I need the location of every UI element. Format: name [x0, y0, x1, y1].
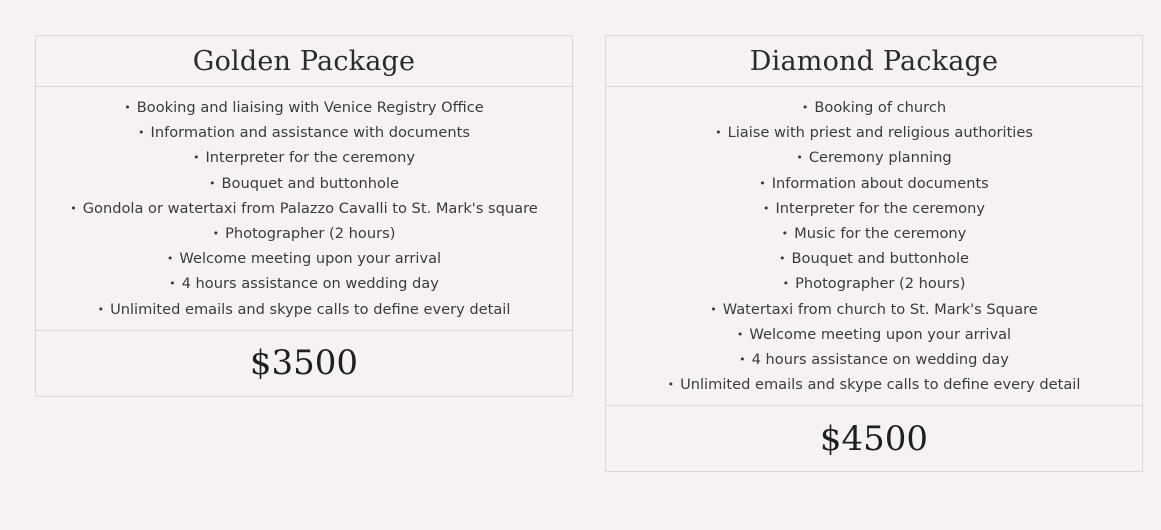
feature-text: Information and assistance with documents — [150, 124, 470, 142]
feature-item — [36, 246, 572, 271]
feature-item — [36, 196, 572, 221]
bullet-icon: • — [70, 201, 77, 215]
feature-text: Bouquet and buttonhole — [791, 250, 969, 268]
bullet-icon: • — [715, 126, 722, 140]
diamond-package-header — [606, 36, 1142, 87]
feature-text: Interpreter for the ceremony — [775, 199, 985, 217]
bullet-icon: • — [710, 302, 717, 316]
feature-text: Photographer (2 hours) — [225, 224, 396, 242]
feature-item — [606, 95, 1142, 120]
feature-text: Ceremony planning — [808, 149, 952, 167]
feature-text: Gondola or watertaxi from Palazzo Cavalli to St. Mark's square — [82, 199, 538, 217]
diamond-package-title: Diamond Package — [749, 45, 999, 77]
feature-text: Welcome meeting upon your arrival — [179, 250, 442, 268]
feature-text: Unlimited emails and skype calls to define every detail — [680, 376, 1081, 394]
golden-package-price: $3500 — [249, 343, 359, 384]
diamond-package-price: $4500 — [819, 418, 929, 459]
feature-item — [606, 271, 1142, 296]
feature-item — [606, 246, 1142, 271]
bullet-icon: • — [763, 201, 770, 215]
bullet-icon: • — [739, 352, 746, 366]
feature-text: Interpreter for the ceremony — [205, 149, 415, 167]
feature-text: Photographer (2 hours) — [795, 275, 966, 293]
bullet-icon: • — [781, 226, 789, 240]
feature-item — [36, 145, 572, 170]
bullet-icon: • — [166, 252, 174, 266]
bullet-icon: • — [193, 151, 200, 165]
feature-item — [36, 221, 572, 246]
feature-text: Booking of church — [814, 99, 947, 116]
feature-text: Watertaxi from church to St. Mark's Square — [722, 300, 1038, 318]
bullet-icon: • — [667, 378, 675, 392]
feature-item — [606, 322, 1142, 347]
bullet-icon: • — [801, 101, 809, 114]
bullet-icon: • — [736, 327, 744, 341]
feature-item — [606, 120, 1142, 145]
bullet-icon: • — [212, 226, 220, 240]
golden-package-features — [36, 87, 572, 330]
diamond-package-card — [605, 35, 1143, 472]
diamond-package-price-row — [606, 405, 1142, 471]
feature-text: Booking and liaising with Venice Registry Office — [136, 99, 484, 116]
feature-item — [606, 221, 1142, 246]
feature-item — [36, 271, 572, 296]
bullet-icon: • — [796, 151, 803, 165]
golden-package-title: Golden Package — [192, 45, 416, 77]
golden-package-price-row — [36, 330, 572, 396]
bullet-icon: • — [97, 302, 105, 316]
feature-item — [606, 372, 1142, 397]
feature-text: 4 hours assistance on wedding day — [181, 275, 439, 293]
feature-text: 4 hours assistance on wedding day — [751, 350, 1009, 368]
bullet-icon: • — [779, 252, 786, 266]
feature-item — [606, 171, 1142, 196]
feature-item — [36, 120, 572, 145]
feature-item — [606, 145, 1142, 170]
feature-item — [36, 297, 572, 322]
golden-package-header — [36, 36, 572, 87]
feature-item — [36, 171, 572, 196]
feature-item — [606, 347, 1142, 372]
bullet-icon: • — [782, 277, 790, 291]
feature-item — [36, 95, 572, 120]
feature-text: Liaise with priest and religious authorities — [727, 124, 1033, 142]
bullet-icon: • — [759, 176, 766, 190]
bullet-icon: • — [124, 101, 131, 114]
golden-package-card — [35, 35, 573, 397]
bullet-icon: • — [209, 176, 216, 190]
feature-text: Welcome meeting upon your arrival — [749, 325, 1012, 343]
feature-text: Bouquet and buttonhole — [221, 174, 399, 192]
feature-text: Music for the ceremony — [794, 224, 967, 242]
bullet-icon: • — [169, 277, 176, 291]
diamond-package-features — [606, 87, 1142, 405]
feature-item — [606, 196, 1142, 221]
feature-text: Unlimited emails and skype calls to define every detail — [110, 300, 511, 318]
bullet-icon: • — [138, 126, 145, 140]
feature-text: Information about documents — [771, 174, 989, 192]
feature-item — [606, 297, 1142, 322]
